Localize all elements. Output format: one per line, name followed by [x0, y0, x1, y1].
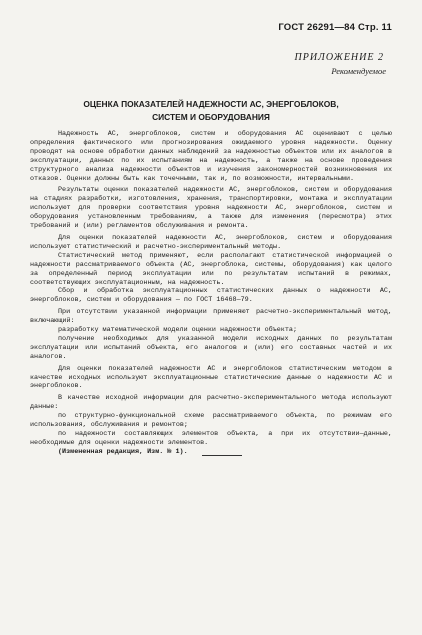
end-divider [202, 455, 242, 456]
paragraph: Результаты оценки показателей надежности АС, энергоблоков, систем и оборудования на стадиях разработки, изготовления, хранения, транспортировки, монтажа и эксплуатации используют для проверки соответствия уровня надежности АС, энергоблоков, систем и оборудования установленным требованиям, а также для изменения (пересмотра) этих требований и (или) регламентов обслуживания и ремонта. [30, 186, 392, 231]
paragraph: Для оценки показателей надежности АС, энергоблоков, систем и оборудования используют статистический и расчетно-экспериментальный методы. [30, 233, 392, 251]
paragraph: Сбор и обработка эксплуатационных статистических данных о надежности АС, энергоблоков, систем и оборудования — по ГОСТ 16468—79. [30, 287, 392, 305]
paragraph: При отсутствии указанной информации применяют расчетно-экспериментальный метод, включающий: [30, 308, 392, 326]
page-header: ГОСТ 26291—84 Стр. 11 [278, 22, 392, 33]
list-item: по надежности составляющих элементов объекта, а при их отсутствии—данные, необходимые для оценки надежности элементов. [30, 430, 392, 447]
paragraph: Для оценки показателей надежности АС и энергоблоков статистическим методом в качестве исходных используют эксплуатационные статистические данные о надежности АС и энергоблоков. [30, 364, 392, 391]
paragraph: Надежность АС, энергоблоков, систем и оборудования АС оценивают с целью определения фактического или прогнозирования ожидаемого уровня надежности. Оценку проводят на основе обработки данных наблюдений за надежностью объектов или их аналогов в эксплуатации, данных по их испытаниям на надежность, а также на основе проведения структурного анализа надежности объектов и изучения закономерностей возникновения их отказов. Оценки должны быть как точечными, так и, по возможности, интервальными. [30, 130, 392, 183]
appendix-label: ПРИЛОЖЕНИЕ 2 [294, 52, 384, 63]
document-body [30, 130, 392, 457]
list-item: разработку математической модели оценки надежности объекта; [58, 326, 297, 335]
section-title [30, 98, 392, 123]
list-item: получение необходимых для указанной модели исходных данных по результатам эксплуатации или испытаний объекта, его аналогов и (или) его составных частей и их аналогов. [30, 334, 392, 361]
appendix-note: Рекомендуемое [331, 66, 386, 76]
paragraph: В качестве исходной информации для расчетно-экспериментального метода используют данные: [30, 394, 392, 412]
list-item: по структурно-функциональной схеме рассматриваемого объекта, по режимам его использования, обслуживания и ремонтов; [30, 412, 392, 430]
title-line-1: ОЦЕНКА ПОКАЗАТЕЛЕЙ НАДЕЖНОСТИ АС, ЭНЕРГОБЛОКОВ, [83, 99, 339, 109]
title-line-2: СИСТЕМ И ОБОРУДОВАНИЯ [152, 111, 270, 122]
amendment-note: (Измененная редакция, Изм. № 1). [58, 447, 188, 456]
paragraph: Статистический метод применяют, если располагают статистической информацией о надежности рассматриваемого объекта (АС, энергоблока, системы, оборудования) как целого за определенный период эксплуатации или по результатам испытаний в режимах, соответствующих эксплуатационным, на надежность. [30, 251, 392, 287]
